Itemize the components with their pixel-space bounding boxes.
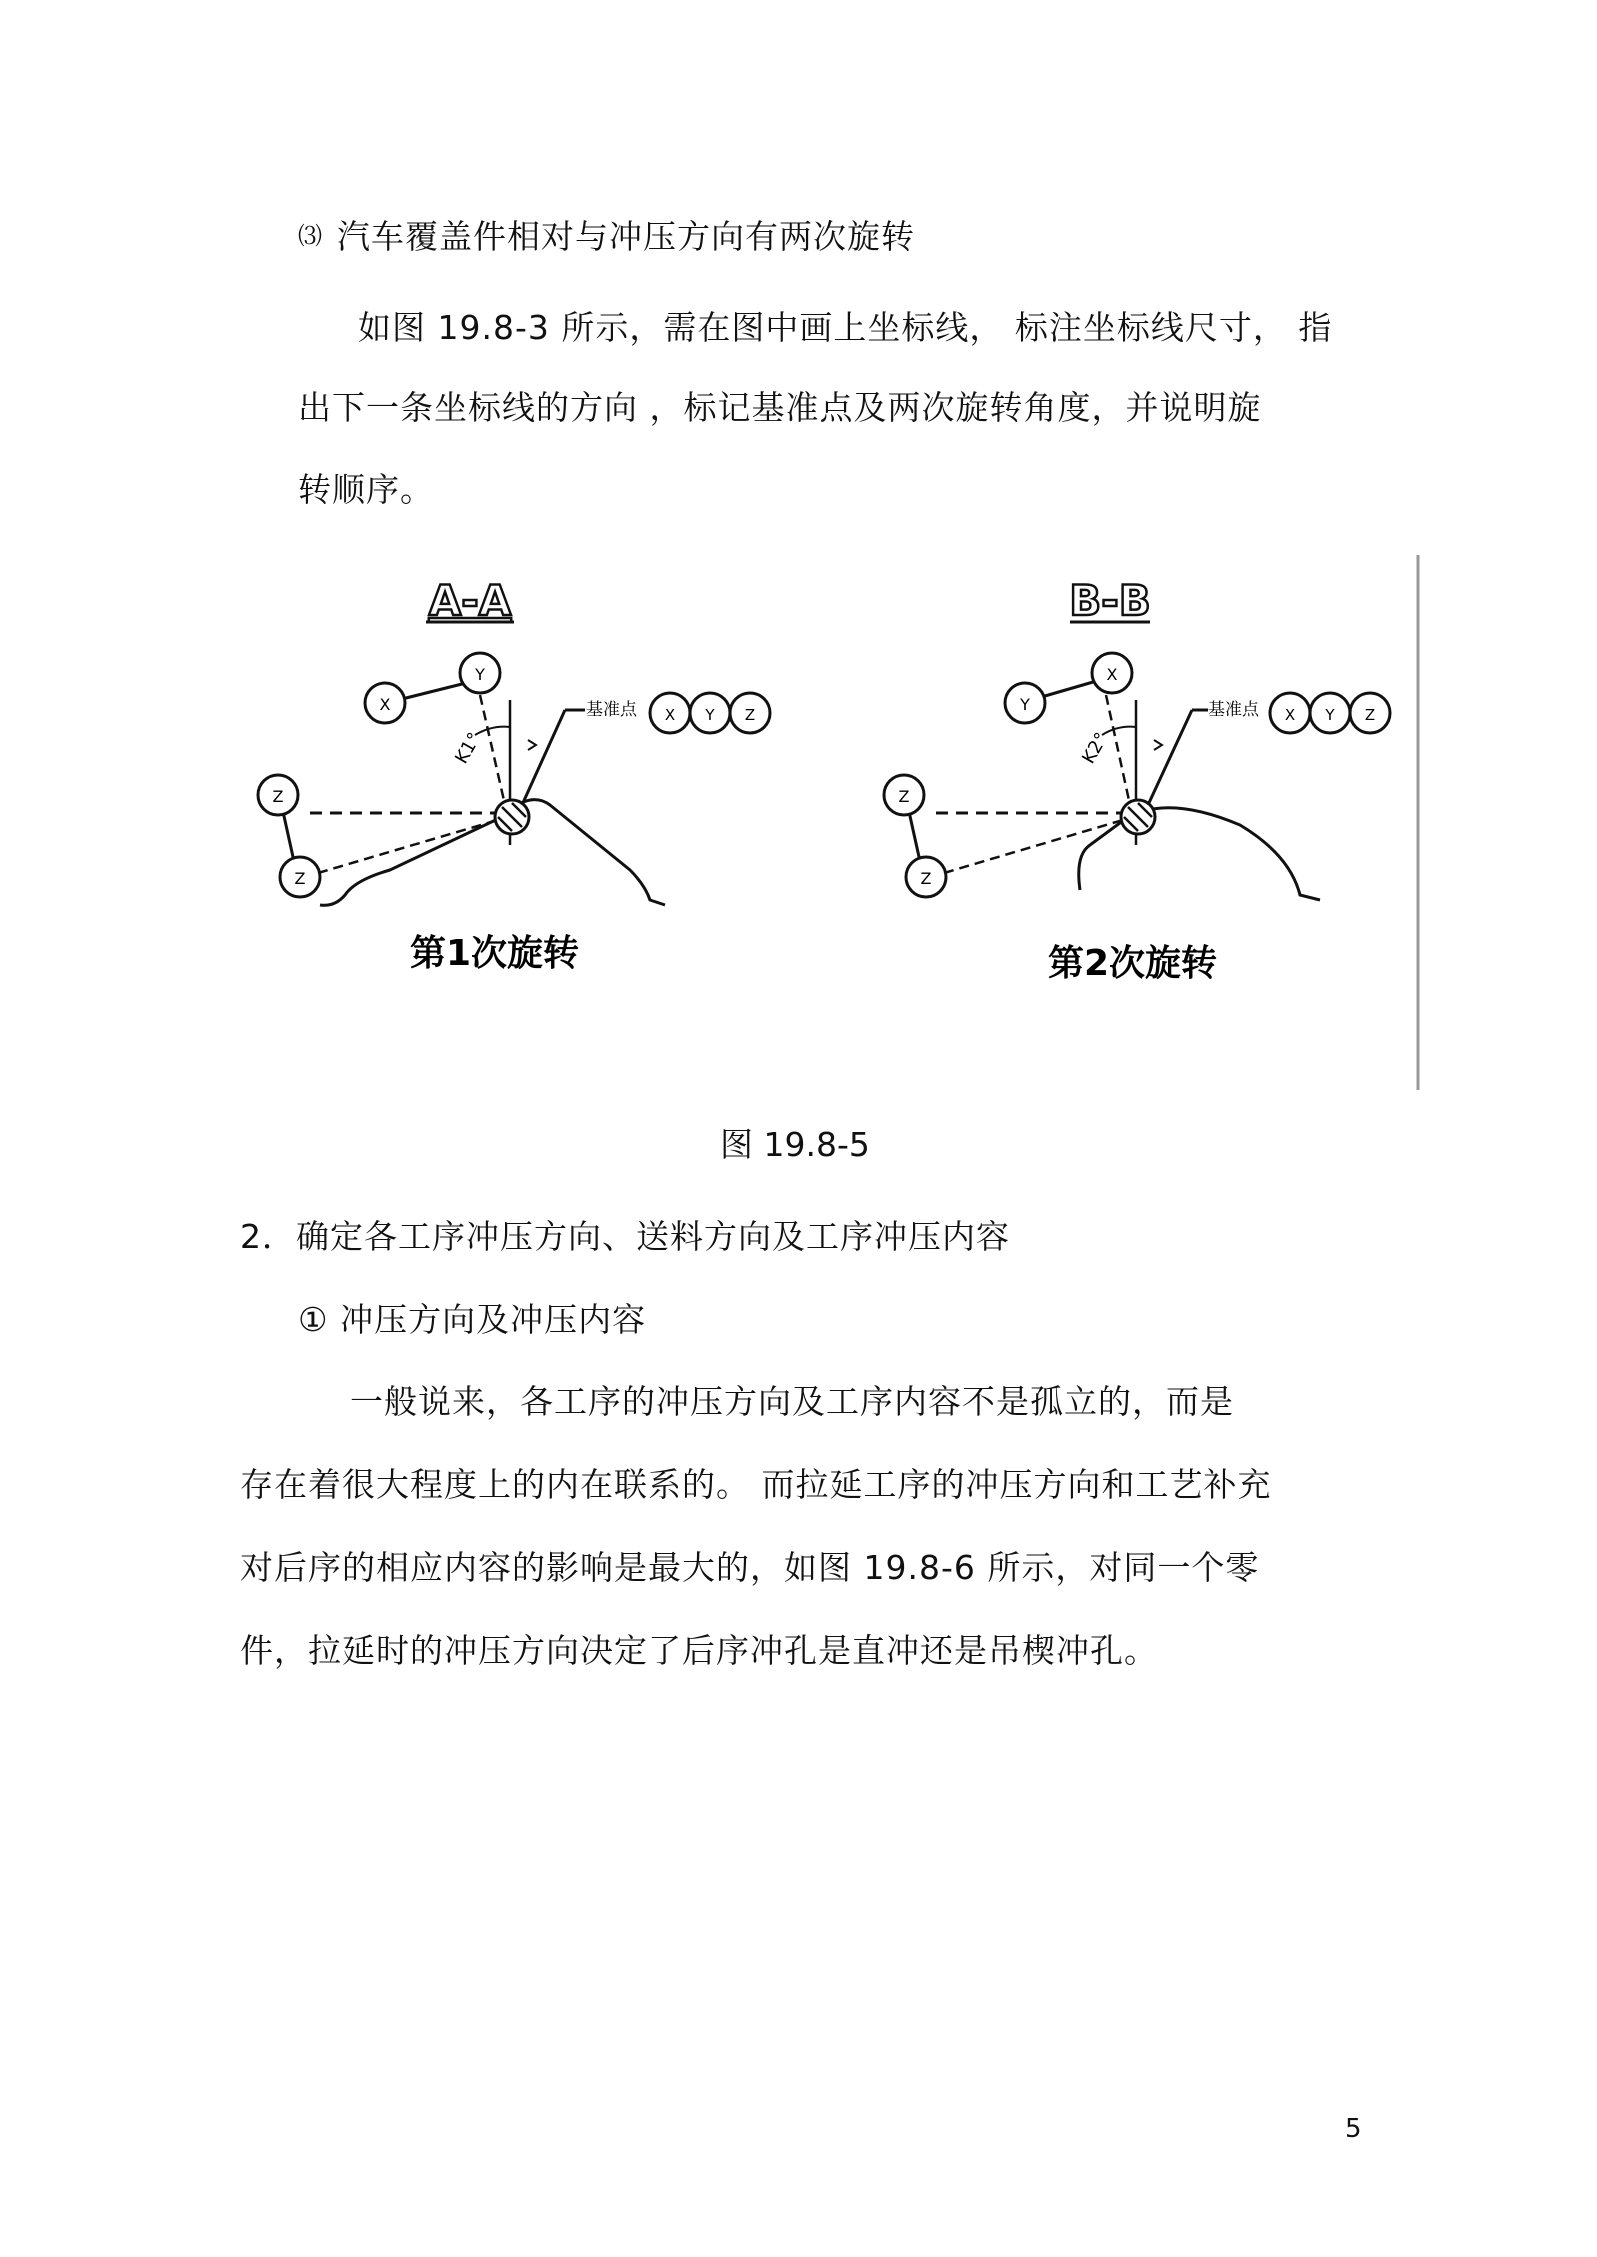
- angle-k1-label: K1°: [451, 729, 486, 768]
- section-2-heading: 2．确定各工序冲压方向、送料方向及工序冲压内容: [240, 1217, 1010, 1256]
- section-b-b-title: B-B: [1069, 576, 1151, 625]
- part-profile-curve: [320, 800, 665, 906]
- page-number: 5: [1345, 2114, 1362, 2144]
- datum-x-label: X: [1284, 706, 1296, 724]
- rotation-diagram: [240, 555, 1430, 1090]
- axis-z-label-bottom: Z: [294, 869, 306, 888]
- subsection-1-heading-text: 冲压方向及冲压内容: [340, 1300, 647, 1339]
- datum-leader-line: [1148, 710, 1192, 805]
- section-3-heading: [298, 216, 915, 257]
- paragraph-1-line-1: 如图 19.8-3 所示，需在图中画上坐标线， 标注坐标线尺寸， 指: [358, 308, 1333, 347]
- datum-point-label: 基准点: [1208, 700, 1259, 720]
- slanted-dashed-line: [944, 817, 1133, 873]
- axis-y-label: Y: [1020, 695, 1030, 714]
- paragraph-2-line-1: 一般说来，各工序的冲压方向及工序内容不是孤立的，而是: [350, 1382, 1234, 1421]
- angle-arrow: [528, 740, 536, 750]
- subsection-1-heading: [298, 1300, 646, 1340]
- section-3-marker: ⑶: [298, 222, 323, 250]
- xy-link-line: [1038, 680, 1100, 698]
- angle-arc: [1102, 727, 1136, 735]
- paragraph-2-line-4: 件，拉延时的冲压方向决定了后序冲孔是直冲还是吊楔冲孔。: [240, 1631, 1158, 1670]
- section-3-heading-text: 汽车覆盖件相对与冲压方向有两次旋转: [337, 217, 915, 256]
- datum-z-label: Z: [1364, 706, 1376, 724]
- axis-z-label-top: Z: [272, 787, 284, 806]
- axis-x-label: X: [1106, 665, 1118, 684]
- axis-z-label-top: Z: [898, 787, 910, 806]
- first-rotation-caption: 第1次旋转: [410, 933, 580, 974]
- angle-k2-label: K2°: [1078, 729, 1113, 768]
- paragraph-2-line-3: 对后序的相应内容的影响是最大的，如图 19.8-6 所示，对同一个零: [240, 1548, 1260, 1587]
- panel-a-a: [258, 576, 770, 974]
- axis-z-label-bottom: Z: [920, 869, 932, 888]
- axis-y-label: Y: [475, 665, 485, 684]
- figure-caption: 图 19.8-5: [720, 1125, 870, 1164]
- angle-arrow: [1154, 740, 1162, 750]
- paragraph-2-line-2: 存在着很大程度上的内在联系的。 而拉延工序的冲压方向和工艺补充: [240, 1465, 1272, 1504]
- rotation-figure: [240, 555, 1430, 1090]
- paragraph-1-line-2: 出下一条坐标线的方向 ，标记基准点及两次旋转角度，并说明旋: [298, 388, 1262, 427]
- datum-x-label: X: [664, 706, 676, 724]
- paragraph-1-line-3: 转顺序。: [298, 470, 434, 509]
- section-a-a-title: A-A: [428, 576, 512, 625]
- slanted-dashed-line: [318, 817, 508, 873]
- datum-y-label: Y: [705, 706, 715, 724]
- datum-point-label: 基准点: [586, 700, 637, 720]
- datum-y-label: Y: [1325, 706, 1335, 724]
- angle-arc: [475, 727, 510, 735]
- datum-leader-line: [522, 710, 565, 805]
- rotated-axis-dashed-line: [1106, 695, 1130, 805]
- second-rotation-caption: 第2次旋转: [1048, 943, 1218, 984]
- datum-z-label: Z: [744, 706, 756, 724]
- rotated-axis-dashed-line: [480, 695, 505, 805]
- subsection-1-marker: ①: [298, 1300, 329, 1339]
- axis-x-label: X: [379, 695, 391, 714]
- panel-b-b: [884, 576, 1390, 984]
